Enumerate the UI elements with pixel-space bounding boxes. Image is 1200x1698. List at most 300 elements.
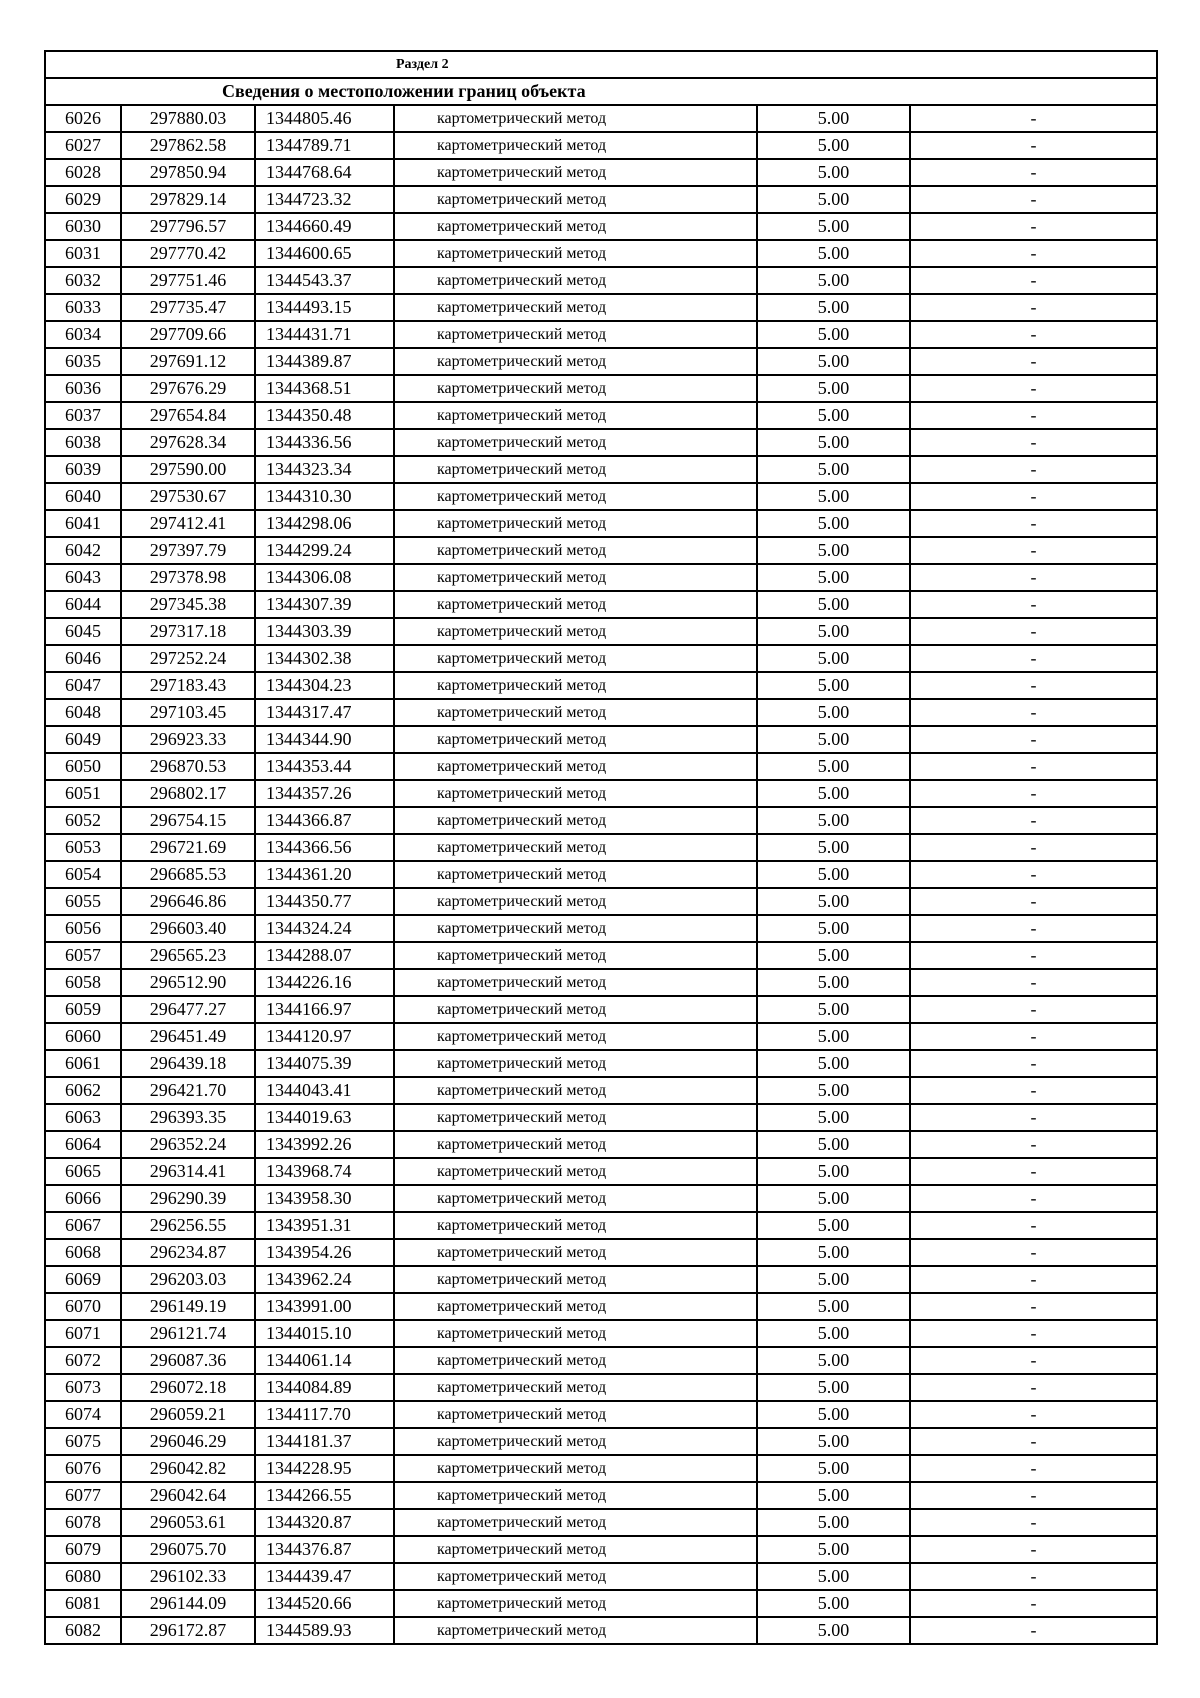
table-row (45, 1320, 1157, 1347)
y-coordinate-cell: 1344344.90 (255, 726, 394, 753)
y-coordinate-cell: 1343951.31 (255, 1212, 394, 1239)
point-number-cell: 6071 (45, 1320, 121, 1347)
table-row (45, 375, 1157, 402)
method-cell: картометрический метод (394, 1374, 757, 1401)
description-cell: - (910, 1077, 1157, 1104)
y-coordinate-cell: 1344366.56 (255, 834, 394, 861)
x-coordinate-cell: 297709.66 (121, 321, 255, 348)
method-cell: картометрический метод (394, 213, 757, 240)
point-number-cell: 6028 (45, 159, 121, 186)
table-row (45, 1482, 1157, 1509)
y-coordinate-cell: 1344228.95 (255, 1455, 394, 1482)
description-cell: - (910, 510, 1157, 537)
point-number-cell: 6062 (45, 1077, 121, 1104)
point-number-cell: 6050 (45, 753, 121, 780)
method-cell: картометрический метод (394, 456, 757, 483)
y-coordinate-cell: 1344120.97 (255, 1023, 394, 1050)
y-coordinate-cell: 1344304.23 (255, 672, 394, 699)
y-coordinate-cell: 1344181.37 (255, 1428, 394, 1455)
accuracy-cell: 5.00 (757, 591, 910, 618)
method-cell: картометрический метод (394, 1158, 757, 1185)
accuracy-cell: 5.00 (757, 618, 910, 645)
point-number-cell: 6053 (45, 834, 121, 861)
method-cell: картометрический метод (394, 699, 757, 726)
method-cell: картометрический метод (394, 618, 757, 645)
table-row (45, 321, 1157, 348)
point-number-cell: 6056 (45, 915, 121, 942)
x-coordinate-cell: 297317.18 (121, 618, 255, 645)
accuracy-cell: 5.00 (757, 942, 910, 969)
method-cell: картометрический метод (394, 1563, 757, 1590)
accuracy-cell: 5.00 (757, 1158, 910, 1185)
accuracy-cell: 5.00 (757, 1428, 910, 1455)
x-coordinate-cell: 296087.36 (121, 1347, 255, 1374)
x-coordinate-cell: 296172.87 (121, 1617, 255, 1644)
accuracy-cell: 5.00 (757, 1104, 910, 1131)
method-cell: картометрический метод (394, 294, 757, 321)
point-number-cell: 6048 (45, 699, 121, 726)
accuracy-cell: 5.00 (757, 1509, 910, 1536)
method-cell: картометрический метод (394, 645, 757, 672)
point-number-cell: 6059 (45, 996, 121, 1023)
y-coordinate-cell: 1344317.47 (255, 699, 394, 726)
table-row (45, 348, 1157, 375)
point-number-cell: 6041 (45, 510, 121, 537)
accuracy-cell: 5.00 (757, 1320, 910, 1347)
description-cell: - (910, 348, 1157, 375)
x-coordinate-cell: 296451.49 (121, 1023, 255, 1050)
y-coordinate-cell: 1344075.39 (255, 1050, 394, 1077)
table-row (45, 132, 1157, 159)
y-coordinate-cell: 1344376.87 (255, 1536, 394, 1563)
description-cell: - (910, 780, 1157, 807)
description-cell: - (910, 861, 1157, 888)
description-cell: - (910, 186, 1157, 213)
description-cell: - (910, 1158, 1157, 1185)
y-coordinate-cell: 1344306.08 (255, 564, 394, 591)
method-cell: картометрический метод (394, 915, 757, 942)
method-cell: картометрический метод (394, 240, 757, 267)
y-coordinate-cell: 1344019.63 (255, 1104, 394, 1131)
y-coordinate-cell: 1344166.97 (255, 996, 394, 1023)
method-cell: картометрический метод (394, 186, 757, 213)
description-cell: - (910, 726, 1157, 753)
point-number-cell: 6064 (45, 1131, 121, 1158)
x-coordinate-cell: 297252.24 (121, 645, 255, 672)
point-number-cell: 6051 (45, 780, 121, 807)
y-coordinate-cell: 1344660.49 (255, 213, 394, 240)
point-number-cell: 6061 (45, 1050, 121, 1077)
method-cell: картометрический метод (394, 429, 757, 456)
x-coordinate-cell: 296290.39 (121, 1185, 255, 1212)
point-number-cell: 6068 (45, 1239, 121, 1266)
description-cell: - (910, 294, 1157, 321)
y-coordinate-cell: 1343958.30 (255, 1185, 394, 1212)
description-cell: - (910, 753, 1157, 780)
method-cell: картометрический метод (394, 159, 757, 186)
method-cell: картометрический метод (394, 942, 757, 969)
point-number-cell: 6047 (45, 672, 121, 699)
method-cell: картометрический метод (394, 726, 757, 753)
accuracy-cell: 5.00 (757, 1482, 910, 1509)
accuracy-cell: 5.00 (757, 1185, 910, 1212)
table-row (45, 213, 1157, 240)
description-cell: - (910, 1239, 1157, 1266)
table-row (45, 429, 1157, 456)
description-cell: - (910, 159, 1157, 186)
point-number-cell: 6055 (45, 888, 121, 915)
table-row (45, 618, 1157, 645)
y-coordinate-cell: 1344361.20 (255, 861, 394, 888)
x-coordinate-cell: 296314.41 (121, 1158, 255, 1185)
point-number-cell: 6031 (45, 240, 121, 267)
accuracy-cell: 5.00 (757, 429, 910, 456)
accuracy-cell: 5.00 (757, 1401, 910, 1428)
description-cell: - (910, 1455, 1157, 1482)
table-row (45, 186, 1157, 213)
point-number-cell: 6038 (45, 429, 121, 456)
method-cell: картометрический метод (394, 267, 757, 294)
description-cell: - (910, 1374, 1157, 1401)
description-cell: - (910, 1401, 1157, 1428)
y-coordinate-cell: 1344589.93 (255, 1617, 394, 1644)
description-cell: - (910, 1347, 1157, 1374)
description-cell: - (910, 888, 1157, 915)
method-cell: картометрический метод (394, 1131, 757, 1158)
table-row (45, 1509, 1157, 1536)
description-cell: - (910, 1617, 1157, 1644)
point-number-cell: 6029 (45, 186, 121, 213)
table-row (45, 969, 1157, 996)
table-row (45, 402, 1157, 429)
point-number-cell: 6052 (45, 807, 121, 834)
method-cell: картометрический метод (394, 1455, 757, 1482)
description-cell: - (910, 645, 1157, 672)
x-coordinate-cell: 296149.19 (121, 1293, 255, 1320)
accuracy-cell: 5.00 (757, 348, 910, 375)
method-cell: картометрический метод (394, 375, 757, 402)
description-cell: - (910, 429, 1157, 456)
description-cell: - (910, 672, 1157, 699)
y-coordinate-cell: 1344350.48 (255, 402, 394, 429)
method-cell: картометрический метод (394, 1590, 757, 1617)
accuracy-cell: 5.00 (757, 213, 910, 240)
method-cell: картометрический метод (394, 753, 757, 780)
y-coordinate-cell: 1344303.39 (255, 618, 394, 645)
point-number-cell: 6081 (45, 1590, 121, 1617)
y-coordinate-cell: 1344320.87 (255, 1509, 394, 1536)
point-number-cell: 6073 (45, 1374, 121, 1401)
accuracy-cell: 5.00 (757, 240, 910, 267)
accuracy-cell: 5.00 (757, 105, 910, 132)
accuracy-cell: 5.00 (757, 1455, 910, 1482)
accuracy-cell: 5.00 (757, 969, 910, 996)
description-cell: - (910, 537, 1157, 564)
x-coordinate-cell: 297862.58 (121, 132, 255, 159)
method-cell: картометрический метод (394, 321, 757, 348)
x-coordinate-cell: 296512.90 (121, 969, 255, 996)
point-number-cell: 6079 (45, 1536, 121, 1563)
y-coordinate-cell: 1344366.87 (255, 807, 394, 834)
y-coordinate-cell: 1343962.24 (255, 1266, 394, 1293)
accuracy-cell: 5.00 (757, 1077, 910, 1104)
table-row (45, 753, 1157, 780)
section-label: Раздел 2 (45, 51, 1157, 78)
table-row (45, 564, 1157, 591)
y-coordinate-cell: 1344789.71 (255, 132, 394, 159)
x-coordinate-cell: 297654.84 (121, 402, 255, 429)
accuracy-cell: 5.00 (757, 807, 910, 834)
x-coordinate-cell: 297412.41 (121, 510, 255, 537)
y-coordinate-cell: 1344266.55 (255, 1482, 394, 1509)
x-coordinate-cell: 296042.64 (121, 1482, 255, 1509)
x-coordinate-cell: 296046.29 (121, 1428, 255, 1455)
method-cell: картометрический метод (394, 1347, 757, 1374)
x-coordinate-cell: 296072.18 (121, 1374, 255, 1401)
y-coordinate-cell: 1344723.32 (255, 186, 394, 213)
x-coordinate-cell: 296352.24 (121, 1131, 255, 1158)
method-cell: картометрический метод (394, 969, 757, 996)
method-cell: картометрический метод (394, 1428, 757, 1455)
y-coordinate-cell: 1344323.34 (255, 456, 394, 483)
accuracy-cell: 5.00 (757, 996, 910, 1023)
x-coordinate-cell: 296393.35 (121, 1104, 255, 1131)
description-cell: - (910, 942, 1157, 969)
method-cell: картометрический метод (394, 1320, 757, 1347)
point-number-cell: 6035 (45, 348, 121, 375)
method-cell: картометрический метод (394, 1185, 757, 1212)
point-number-cell: 6082 (45, 1617, 121, 1644)
table-row (45, 888, 1157, 915)
table-title-row (45, 78, 1157, 105)
table-row (45, 780, 1157, 807)
table-row (45, 807, 1157, 834)
description-cell: - (910, 456, 1157, 483)
point-number-cell: 6037 (45, 402, 121, 429)
x-coordinate-cell: 297397.79 (121, 537, 255, 564)
table-row (45, 1212, 1157, 1239)
point-number-cell: 6046 (45, 645, 121, 672)
table-row (45, 1239, 1157, 1266)
description-cell: - (910, 321, 1157, 348)
accuracy-cell: 5.00 (757, 888, 910, 915)
accuracy-cell: 5.00 (757, 1374, 910, 1401)
accuracy-cell: 5.00 (757, 1590, 910, 1617)
y-coordinate-cell: 1343991.00 (255, 1293, 394, 1320)
x-coordinate-cell: 296439.18 (121, 1050, 255, 1077)
point-number-cell: 6069 (45, 1266, 121, 1293)
point-number-cell: 6076 (45, 1455, 121, 1482)
y-coordinate-cell: 1344493.15 (255, 294, 394, 321)
table-row (45, 699, 1157, 726)
method-cell: картометрический метод (394, 1509, 757, 1536)
method-cell: картометрический метод (394, 1104, 757, 1131)
table-row (45, 510, 1157, 537)
point-number-cell: 6036 (45, 375, 121, 402)
table-row (45, 1293, 1157, 1320)
point-number-cell: 6067 (45, 1212, 121, 1239)
point-number-cell: 6030 (45, 213, 121, 240)
point-number-cell: 6063 (45, 1104, 121, 1131)
description-cell: - (910, 1104, 1157, 1131)
description-cell: - (910, 267, 1157, 294)
method-cell: картометрический метод (394, 402, 757, 429)
x-coordinate-cell: 296754.15 (121, 807, 255, 834)
section-header-row (45, 51, 1157, 78)
method-cell: картометрический метод (394, 780, 757, 807)
description-cell: - (910, 1509, 1157, 1536)
description-cell: - (910, 618, 1157, 645)
x-coordinate-cell: 296870.53 (121, 753, 255, 780)
point-number-cell: 6040 (45, 483, 121, 510)
x-coordinate-cell: 296075.70 (121, 1536, 255, 1563)
x-coordinate-cell: 297590.00 (121, 456, 255, 483)
x-coordinate-cell: 297850.94 (121, 159, 255, 186)
description-cell: - (910, 1536, 1157, 1563)
table-row (45, 267, 1157, 294)
accuracy-cell: 5.00 (757, 1293, 910, 1320)
x-coordinate-cell: 296053.61 (121, 1509, 255, 1536)
point-number-cell: 6060 (45, 1023, 121, 1050)
accuracy-cell: 5.00 (757, 510, 910, 537)
y-coordinate-cell: 1344353.44 (255, 753, 394, 780)
table-title: Сведения о местоположении границ объекта (45, 78, 1157, 105)
x-coordinate-cell: 297676.29 (121, 375, 255, 402)
accuracy-cell: 5.00 (757, 1239, 910, 1266)
x-coordinate-cell: 297880.03 (121, 105, 255, 132)
point-number-cell: 6049 (45, 726, 121, 753)
description-cell: - (910, 1023, 1157, 1050)
accuracy-cell: 5.00 (757, 915, 910, 942)
method-cell: картометрический метод (394, 672, 757, 699)
point-number-cell: 6070 (45, 1293, 121, 1320)
accuracy-cell: 5.00 (757, 159, 910, 186)
description-cell: - (910, 213, 1157, 240)
point-number-cell: 6042 (45, 537, 121, 564)
y-coordinate-cell: 1344336.56 (255, 429, 394, 456)
description-cell: - (910, 1428, 1157, 1455)
accuracy-cell: 5.00 (757, 132, 910, 159)
y-coordinate-cell: 1344298.06 (255, 510, 394, 537)
accuracy-cell: 5.00 (757, 861, 910, 888)
accuracy-cell: 5.00 (757, 1131, 910, 1158)
table-row (45, 456, 1157, 483)
description-cell: - (910, 1320, 1157, 1347)
point-number-cell: 6078 (45, 1509, 121, 1536)
method-cell: картометрический метод (394, 1266, 757, 1293)
point-number-cell: 6054 (45, 861, 121, 888)
description-cell: - (910, 132, 1157, 159)
table-row (45, 726, 1157, 753)
description-cell: - (910, 834, 1157, 861)
description-cell: - (910, 1563, 1157, 1590)
table-row (45, 1374, 1157, 1401)
y-coordinate-cell: 1344015.10 (255, 1320, 394, 1347)
table-row (45, 1617, 1157, 1644)
y-coordinate-cell: 1344439.47 (255, 1563, 394, 1590)
x-coordinate-cell: 296144.09 (121, 1590, 255, 1617)
y-coordinate-cell: 1344543.37 (255, 267, 394, 294)
x-coordinate-cell: 297345.38 (121, 591, 255, 618)
point-number-cell: 6065 (45, 1158, 121, 1185)
y-coordinate-cell: 1344307.39 (255, 591, 394, 618)
y-coordinate-cell: 1344310.30 (255, 483, 394, 510)
table-row (45, 1455, 1157, 1482)
point-number-cell: 6044 (45, 591, 121, 618)
x-coordinate-cell: 296059.21 (121, 1401, 255, 1428)
x-coordinate-cell: 297751.46 (121, 267, 255, 294)
description-cell: - (910, 483, 1157, 510)
point-number-cell: 6045 (45, 618, 121, 645)
table-row (45, 294, 1157, 321)
x-coordinate-cell: 297770.42 (121, 240, 255, 267)
y-coordinate-cell: 1343992.26 (255, 1131, 394, 1158)
method-cell: картометрический метод (394, 834, 757, 861)
table-row (45, 834, 1157, 861)
boundary-coordinates-table (44, 50, 1158, 1645)
description-cell: - (910, 375, 1157, 402)
y-coordinate-cell: 1344357.26 (255, 780, 394, 807)
x-coordinate-cell: 296203.03 (121, 1266, 255, 1293)
method-cell: картометрический метод (394, 564, 757, 591)
point-number-cell: 6032 (45, 267, 121, 294)
table-row (45, 591, 1157, 618)
method-cell: картометрический метод (394, 1617, 757, 1644)
y-coordinate-cell: 1344084.89 (255, 1374, 394, 1401)
y-coordinate-cell: 1344389.87 (255, 348, 394, 375)
x-coordinate-cell: 296042.82 (121, 1455, 255, 1482)
y-coordinate-cell: 1343954.26 (255, 1239, 394, 1266)
table-row (45, 240, 1157, 267)
accuracy-cell: 5.00 (757, 321, 910, 348)
method-cell: картометрический метод (394, 1050, 757, 1077)
point-number-cell: 6072 (45, 1347, 121, 1374)
description-cell: - (910, 996, 1157, 1023)
table-row (45, 1023, 1157, 1050)
accuracy-cell: 5.00 (757, 672, 910, 699)
description-cell: - (910, 1185, 1157, 1212)
x-coordinate-cell: 296256.55 (121, 1212, 255, 1239)
method-cell: картометрический метод (394, 537, 757, 564)
accuracy-cell: 5.00 (757, 402, 910, 429)
accuracy-cell: 5.00 (757, 834, 910, 861)
method-cell: картометрический метод (394, 888, 757, 915)
description-cell: - (910, 1212, 1157, 1239)
table-row (45, 861, 1157, 888)
accuracy-cell: 5.00 (757, 564, 910, 591)
description-cell: - (910, 1293, 1157, 1320)
x-coordinate-cell: 297183.43 (121, 672, 255, 699)
method-cell: картометрический метод (394, 1401, 757, 1428)
table-row (45, 645, 1157, 672)
point-number-cell: 6039 (45, 456, 121, 483)
y-coordinate-cell: 1344350.77 (255, 888, 394, 915)
table-row (45, 1104, 1157, 1131)
y-coordinate-cell: 1344288.07 (255, 942, 394, 969)
table-row (45, 483, 1157, 510)
table-row (45, 1428, 1157, 1455)
method-cell: картометрический метод (394, 807, 757, 834)
table-row (45, 537, 1157, 564)
accuracy-cell: 5.00 (757, 186, 910, 213)
y-coordinate-cell: 1344299.24 (255, 537, 394, 564)
point-number-cell: 6034 (45, 321, 121, 348)
point-number-cell: 6033 (45, 294, 121, 321)
x-coordinate-cell: 297735.47 (121, 294, 255, 321)
table-row (45, 159, 1157, 186)
x-coordinate-cell: 296721.69 (121, 834, 255, 861)
method-cell: картометрический метод (394, 1482, 757, 1509)
